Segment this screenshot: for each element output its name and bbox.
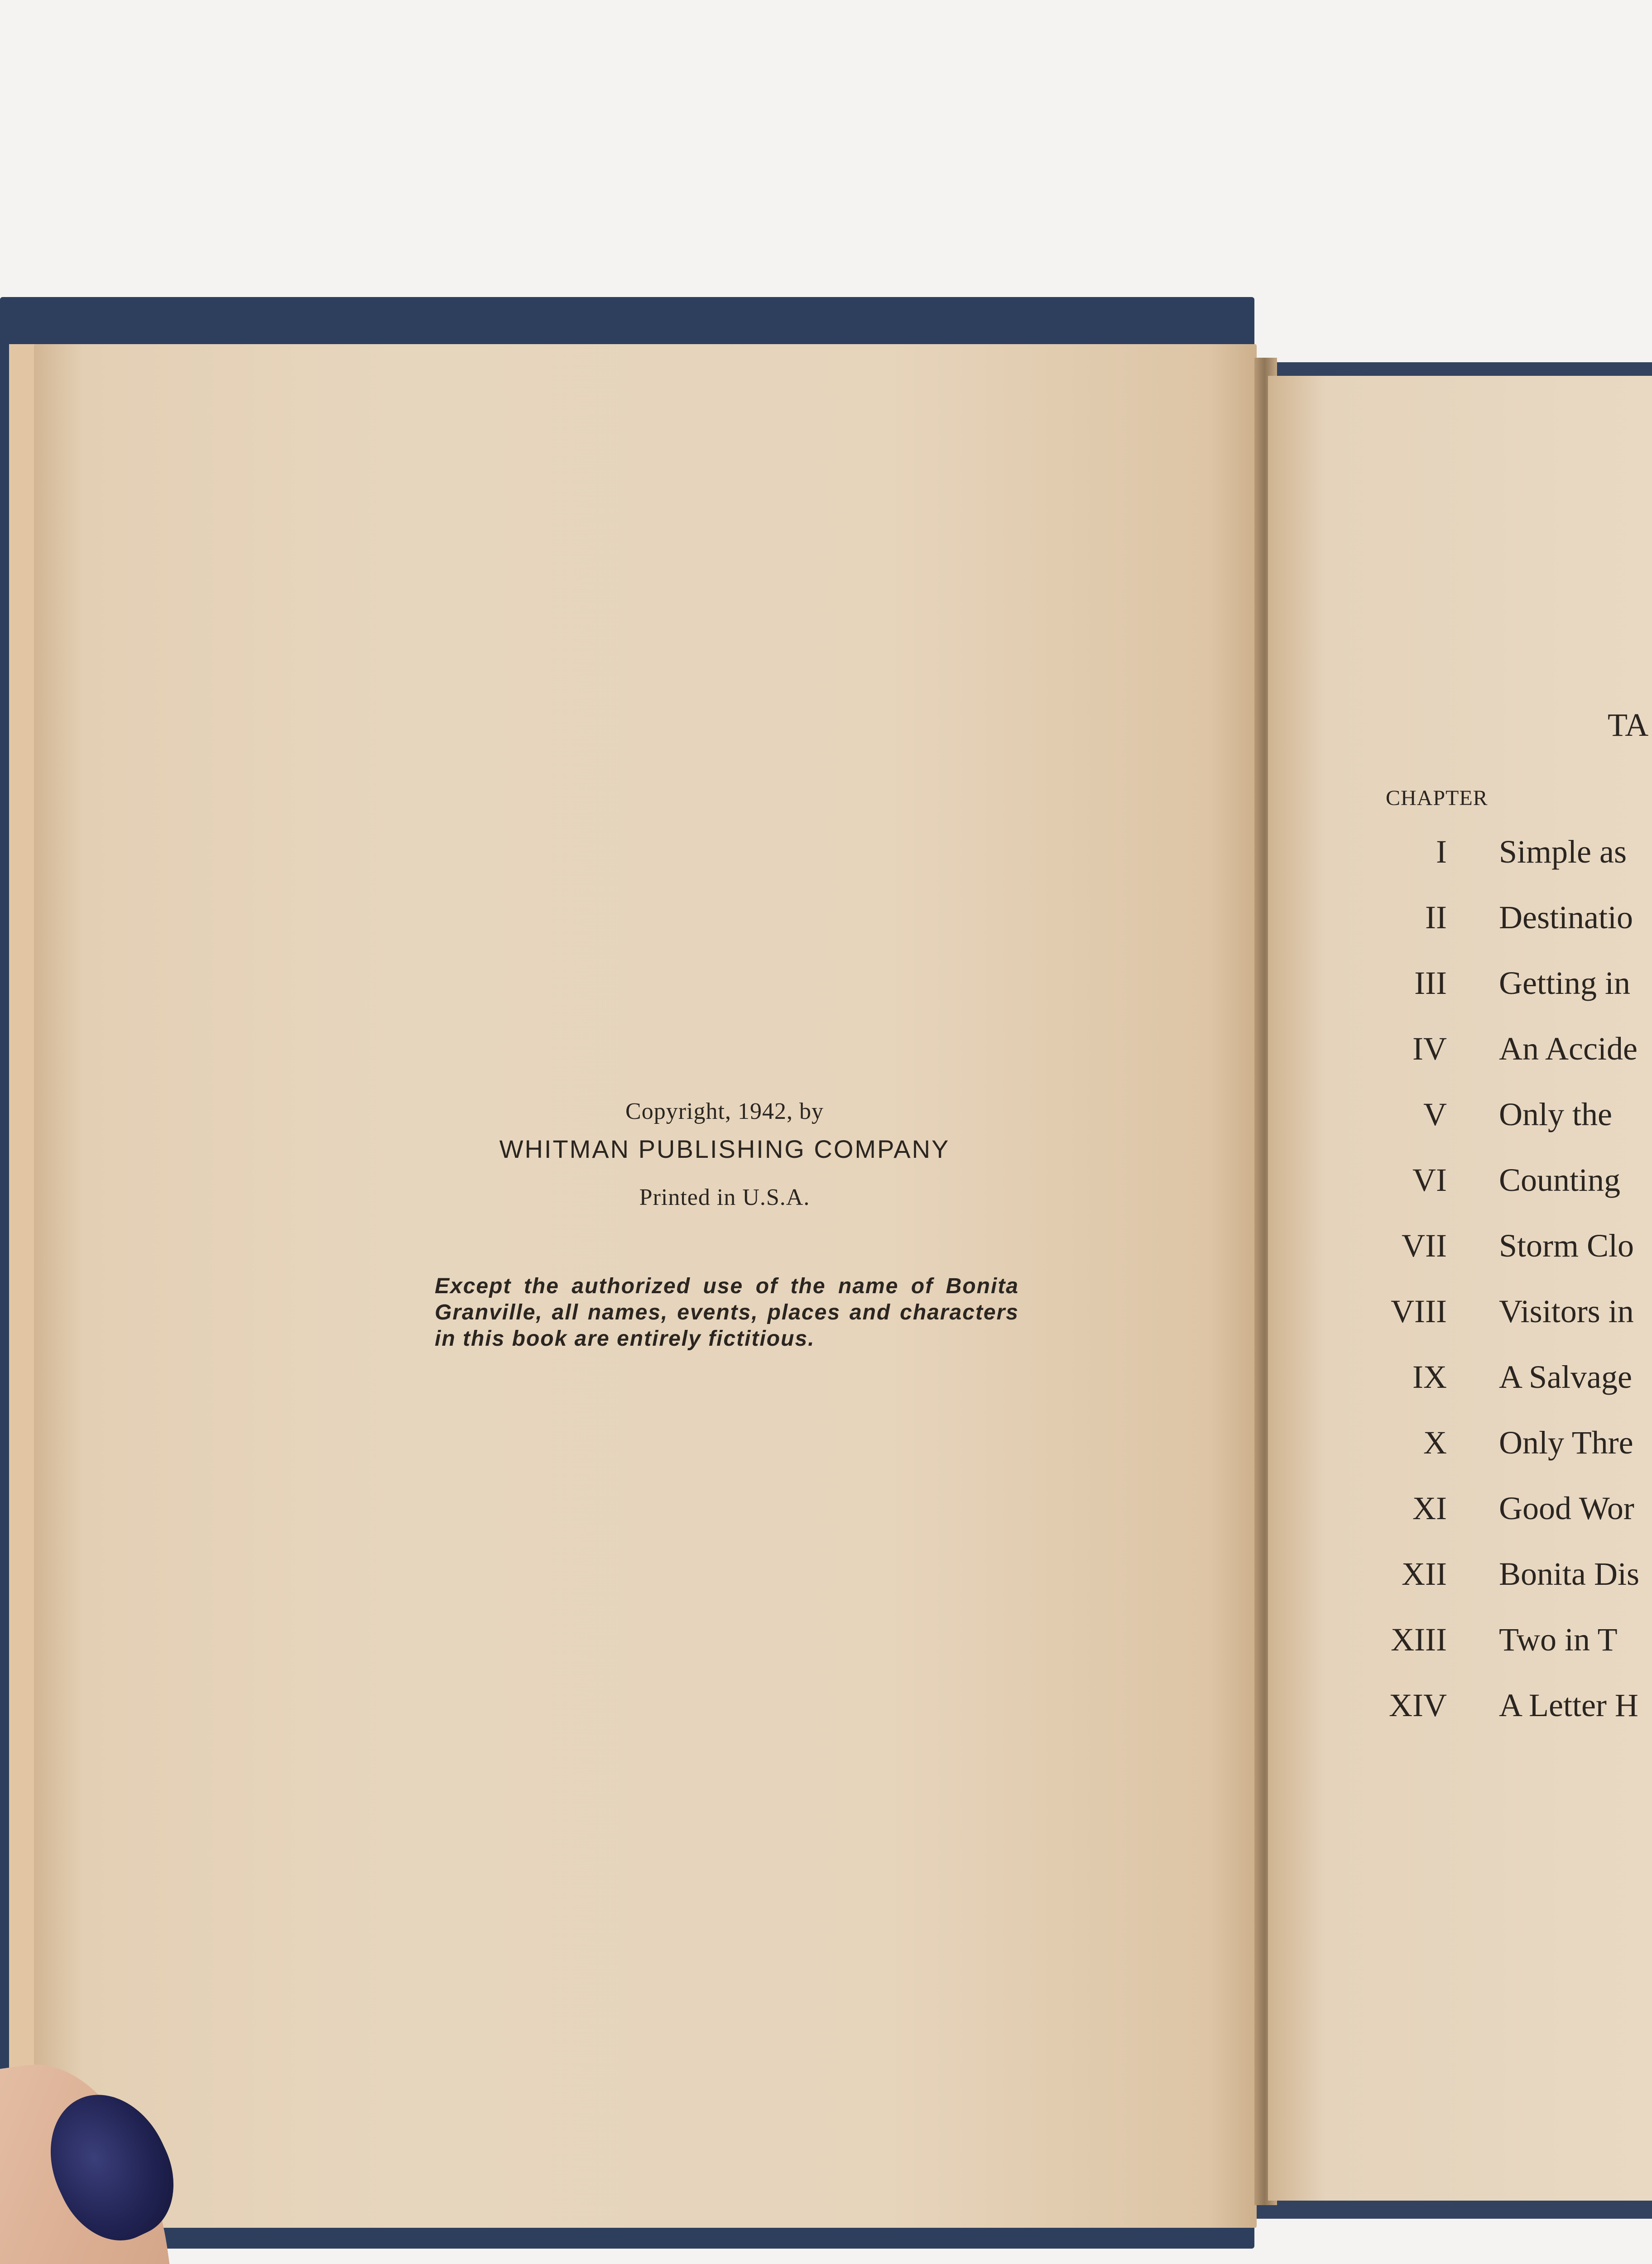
toc-row [1336,1621,1652,1675]
publisher-name: WHITMAN PUBLISHING COMPANY [499,1135,950,1163]
chapter-title: An Accide [1499,1031,1638,1067]
chapter-number: IV [1412,1031,1447,1067]
chapter-title: Good Wor [1499,1490,1634,1526]
toc-row [1336,1030,1652,1084]
toc-row [1336,1161,1652,1216]
chapter-number: III [1414,965,1447,1001]
printed-in: Printed in U.S.A. [639,1185,810,1210]
toc-row [1336,1358,1652,1413]
chapter-title: Only the [1499,1096,1612,1132]
toc-row [1336,1227,1652,1281]
chapter-number: XII [1402,1556,1447,1592]
chapter-title: Counting [1499,1162,1621,1198]
chapter-number: II [1425,899,1447,935]
chapter-number: VI [1412,1162,1447,1198]
chapter-title: Visitors in [1499,1293,1634,1329]
chapter-number: VIII [1391,1293,1447,1329]
contents-page [1268,376,1652,2201]
chapter-title: Storm Clo [1499,1228,1634,1264]
toc-row [1336,1490,1652,1544]
toc-row [1336,1555,1652,1610]
disclaimer-text: Except the authorized use of the name of Bonita Granville, all names, events, places and characters in this book are entirely fictitious. [435,1274,1019,1351]
chapter-title: A Salvage [1499,1359,1632,1395]
chapter-number: V [1423,1096,1447,1132]
chapter-title: Destinatio [1499,899,1633,935]
chapter-title: Bonita Dis [1499,1556,1640,1592]
chapter-number: VII [1402,1228,1447,1264]
chapter-number: IX [1412,1359,1447,1395]
chapter-number: XIII [1391,1621,1447,1658]
chapter-header: CHAPTER [1386,786,1488,810]
toc-row [1336,833,1652,887]
chapter-title: Two in T [1499,1621,1618,1658]
toc-row [1336,1293,1652,1347]
toc-row [1336,964,1652,1019]
chapter-title: Simple as [1499,834,1627,870]
toc-row [1336,1096,1652,1150]
chapter-number: I [1436,834,1447,870]
toc-row [1336,1424,1652,1478]
toc-row [1336,1687,1652,1741]
chapter-number: XIV [1389,1687,1447,1723]
chapter-title: A Letter H [1499,1687,1638,1723]
copyright-notice: Copyright, 1942, by [625,1098,824,1124]
chapter-number: XI [1412,1490,1447,1526]
toc-row [1336,899,1652,953]
chapter-number: X [1423,1425,1447,1461]
contents-title: TA [1608,707,1649,743]
chapter-title: Getting in [1499,965,1630,1001]
chapter-title: Only Thre [1499,1425,1633,1461]
